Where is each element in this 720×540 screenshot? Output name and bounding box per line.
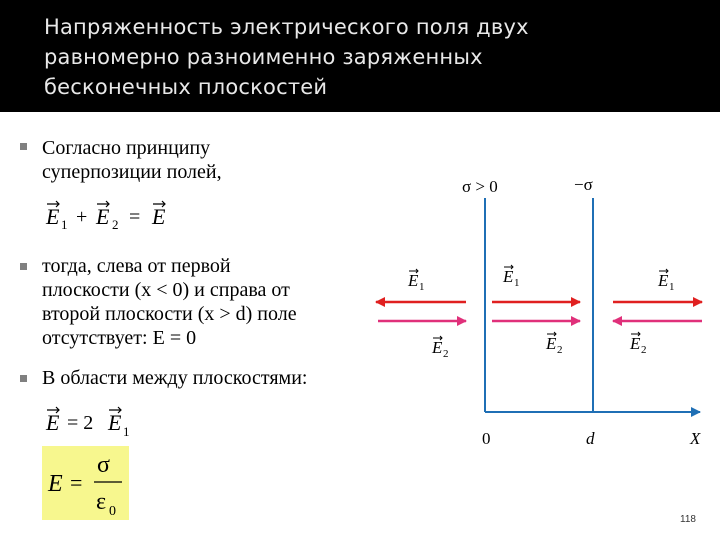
- formula-sub2: 2: [112, 217, 119, 232]
- bullet-text-between: [42, 366, 307, 390]
- e2-label-right: E: [630, 334, 641, 353]
- formula-eq-2: = 2: [67, 412, 94, 434]
- formula-sub1: 1: [61, 217, 68, 232]
- bullet-marker: [20, 375, 27, 382]
- formula-eq: =: [129, 206, 141, 228]
- superposition-formula: [40, 196, 190, 236]
- bullet-line: суперпозиции полей,: [42, 161, 222, 183]
- bullet-marker: [20, 263, 27, 270]
- bullet-line: В области между плоскостями:: [42, 367, 308, 389]
- bullet-text-superposition: [42, 136, 222, 184]
- formula-e: E: [46, 410, 60, 435]
- axis-d-label: d: [586, 429, 595, 448]
- formula-e1: E: [46, 204, 60, 229]
- page-number: 118: [680, 514, 696, 525]
- formula-e2: E: [96, 204, 110, 229]
- double-field-formula: [40, 400, 150, 442]
- axis-x-label: X: [690, 429, 701, 448]
- e2-sub-left: 2: [443, 348, 449, 360]
- formula-eq: =: [70, 470, 83, 495]
- title-line: бесконечных плоскостей: [44, 75, 328, 99]
- sigma-positive-label: σ > 0: [462, 177, 498, 196]
- bullet-line: плоскости (x < 0) и справа от: [42, 279, 290, 301]
- bullet-line: тогда, слева от первой: [42, 255, 231, 277]
- sigma-negative-label: −σ: [574, 175, 593, 194]
- formula-eps-sub: 0: [109, 504, 116, 519]
- e1-label-right: E: [658, 271, 669, 290]
- slide-title: [44, 12, 644, 102]
- title-line: Напряженность электрического поля двух: [44, 15, 529, 39]
- field-diagram: [368, 168, 710, 458]
- title-bar: [0, 0, 720, 112]
- e2-sub-right: 2: [641, 344, 647, 356]
- e1-sub-right: 1: [669, 281, 675, 293]
- formula-sub1: 1: [123, 424, 130, 439]
- formula-e: E: [48, 471, 63, 497]
- e1-label-left: E: [408, 271, 419, 290]
- e1-sub-left: 1: [419, 281, 425, 293]
- title-line: равномерно разноименно заряженных: [44, 45, 483, 69]
- formula-e1: E: [108, 410, 122, 435]
- e2-sub-middle: 2: [557, 344, 563, 356]
- e2-label-left: E: [432, 338, 443, 357]
- bullet-text-outside: [42, 254, 297, 350]
- formula-sigma: σ: [97, 452, 110, 478]
- bullet-line: отсутствует: E = 0: [42, 327, 197, 349]
- bullet-line: Согласно принципу: [42, 137, 211, 159]
- e1-label-middle: E: [503, 267, 514, 286]
- bullet-line: второй плоскости (x > d) поле: [42, 303, 297, 325]
- e1-sub-middle: 1: [514, 277, 520, 289]
- e2-label-middle: E: [546, 334, 557, 353]
- axis-origin-label: 0: [482, 429, 491, 448]
- formula-epsilon: ε: [96, 489, 107, 515]
- bullet-marker: [20, 143, 27, 150]
- formula-plus: +: [76, 206, 88, 228]
- field-formula: [42, 446, 129, 520]
- formula-e: E: [152, 204, 166, 229]
